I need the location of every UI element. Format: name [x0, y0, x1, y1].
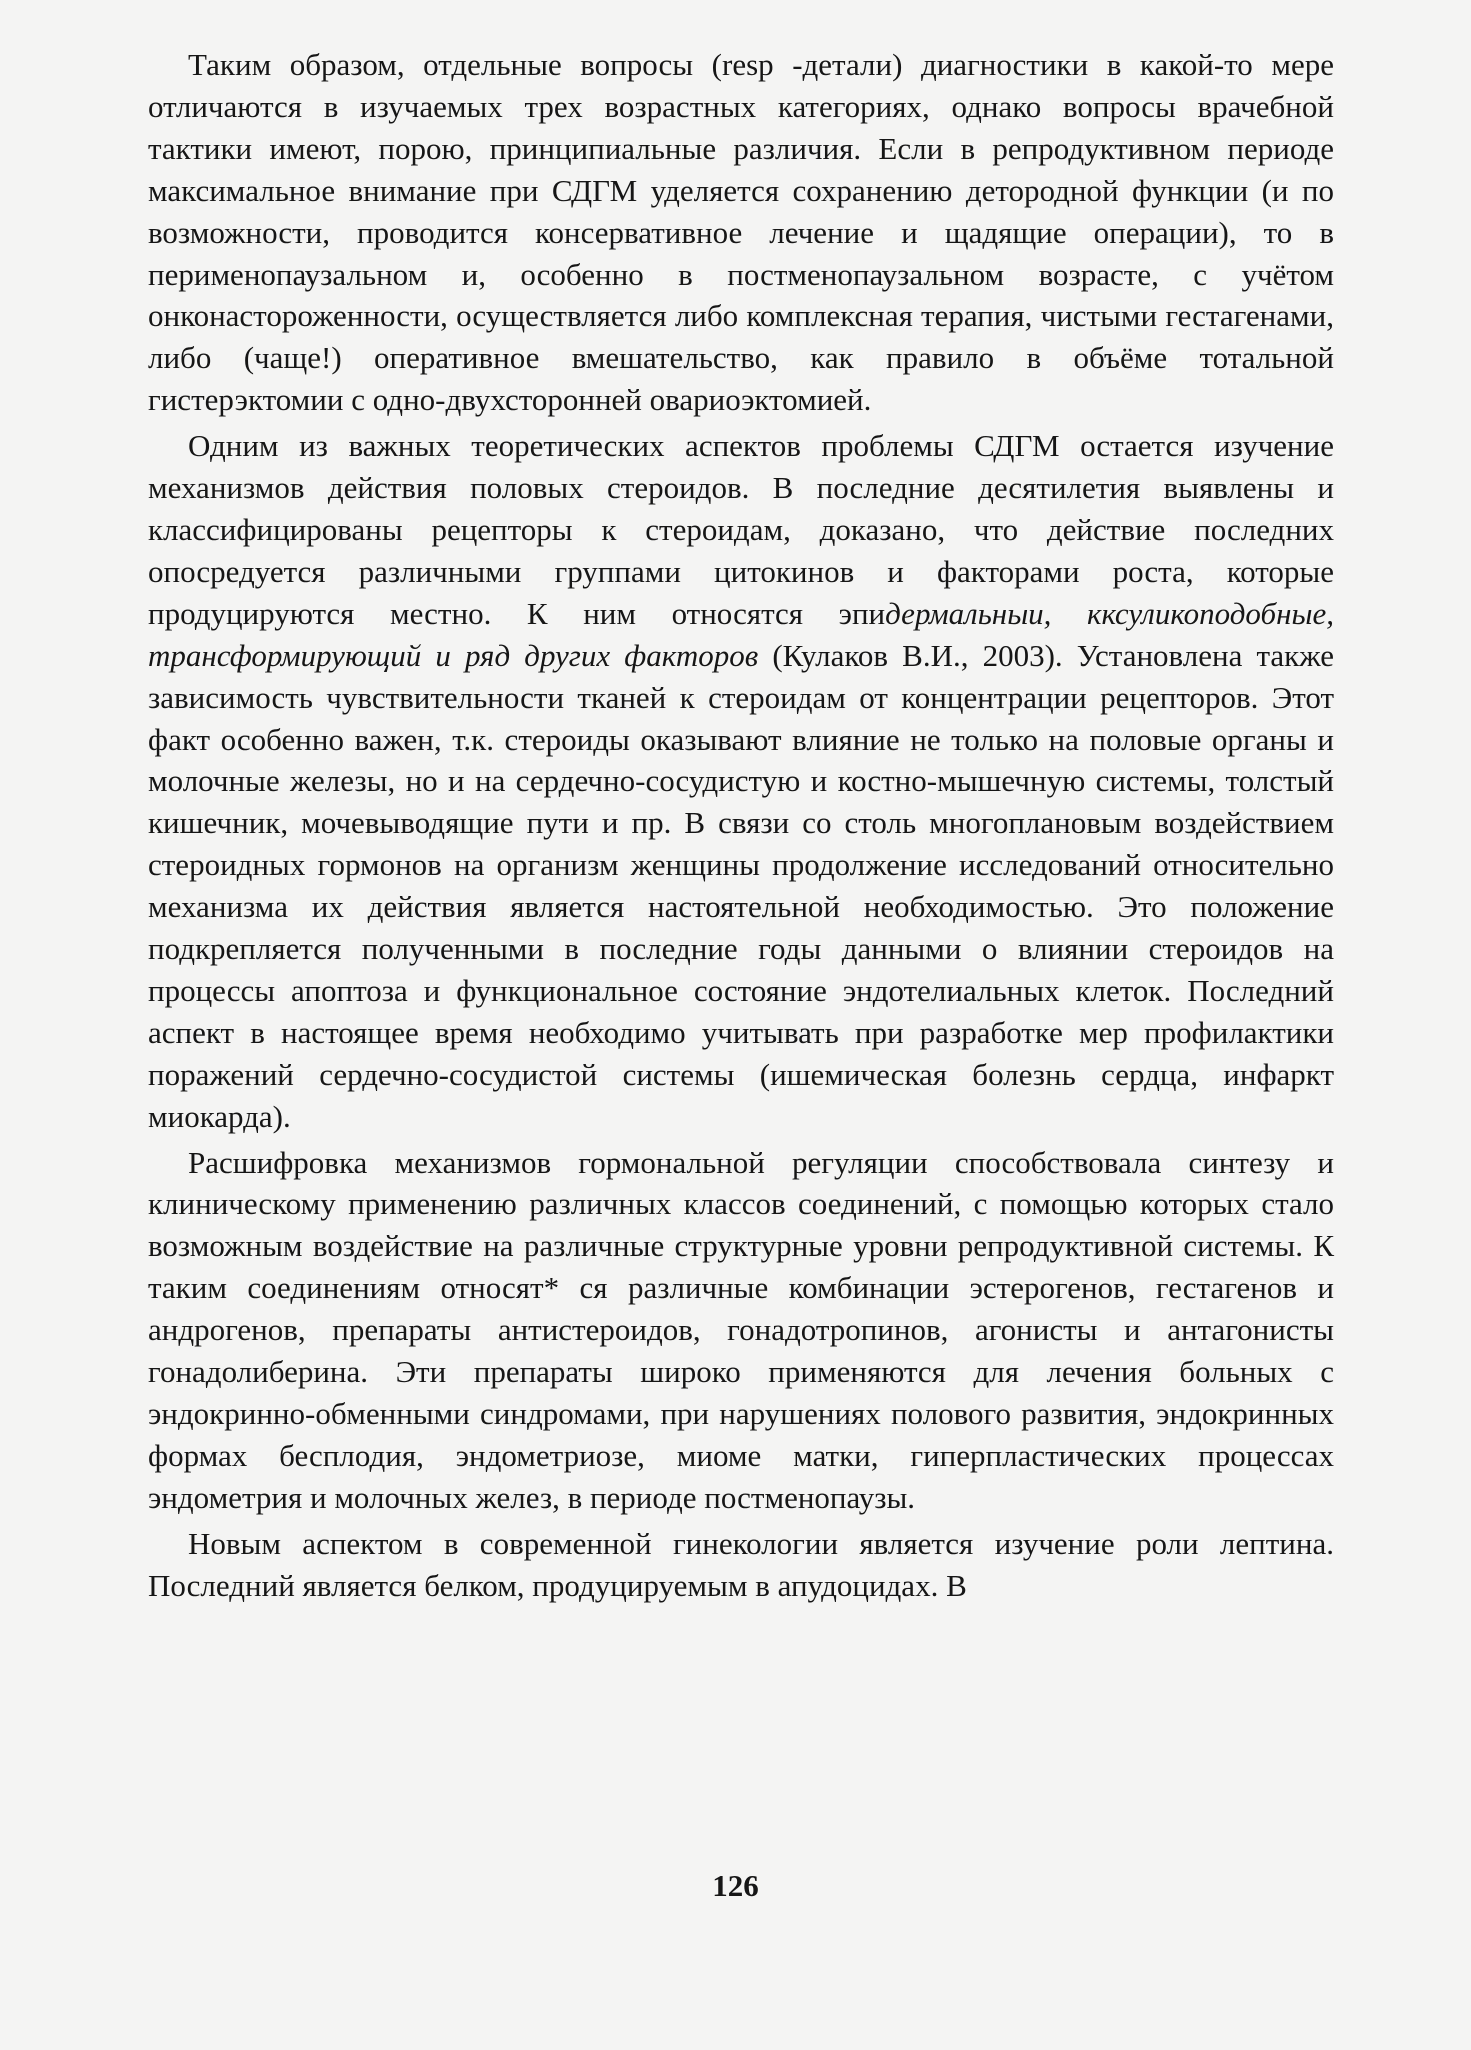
paragraph-4: Новым аспектом в современной гинекологии является изучение роли лептина. Последний является белком, продуцируемым в апудоцидах. В [148, 1525, 1334, 1603]
paragraph-2 [148, 425, 1334, 1137]
paragraph-2-end: (Кулаков В.И., 2003). Установлена также зависимость чувствительности тканей к стероидам от концентрации рецепторов. Этот факт особенно важен, т.к. стероиды оказывают влияние не только на половые органы и молочные железы, но и на сердечно-сосудистую и костно-мышечную системы, толстый кишечник, мочевыводящие пути и пр. В связи со столь многоплановым воздействием стероидных гормонов на организм женщины продолжение исследований относительно механизма их действия является настоятельной необходимостью. Это положение подкрепляется полученными в последние годы данными о влиянии стероидов на процессы апоптоза и функциональное состояние эндотелиальных клеток. Последний аспект в настоящее время необходимо учитывать при разработке мер профилактики поражений сердечно-сосудистой системы (ишемическая болезнь сердца, инфаркт миокарда). [148, 637, 1334, 1134]
paragraph-1: Таким образом, отдельные вопросы (resp -детали) диагностики в какой-то мере отличаются в изучаемых трех возрастных категориях, однако вопросы врачебной тактики имеют, порою, принципиальные различия. Если в репродуктивном периоде максимальное внимание при СДГМ уделяется сохранению детородной функции (и по возможности, проводится консервативное лечение и щадящие операции), то в перименопаузальном и, особенно в постменопаузальном возрасте, с учётом онконастороженности, осуществляется либо комплексная терапия, чистыми гестагенами, либо (чаще!) оперативное вмешательство, как правило в объёме тотальной гистерэктомии с одно-двухсторонней овариоэктомией. [148, 47, 1334, 418]
body-text [148, 44, 1334, 1611]
page-number: 126 [712, 1868, 759, 1903]
paragraph-3: Расшифровка механизмов гормональной регуляции способствовала синтезу и клиническому применению различных классов соединений, с помощью которых стало возможным воздействие на различные структурные уровни репродуктивной системы. К таким соединениям относят* ся различные комбинации эстерогенов, гестагенов и андрогенов, препараты антистероидов, гонадотропинов, агонисты и антагонисты гонадолиберина. Эти препараты широко применяются для лечения больных с эндокринно-обменными синдромами, при нарушениях полового развития, эндокринных формах бесплодия, эндометриозе, миоме матки, гиперпластических процессах эндометрия и молочных желез, в периоде постменопаузы. [148, 1144, 1334, 1515]
paragraph-2-start: Одним из важных теоретических аспектов проблемы СДГМ остается изучение механизмов действия половых стероидов. В последние десятилетия выявлены и классифицированы рецепторы к стероидам, доказано, что действие последних опосредуется различными группами цитокинов и факторами роста, которые продуцируются местно. К ним относятся эпи [148, 428, 1334, 631]
paragraph-2-italic: дермальныи, кксуликоподобные, трансформирующий и ряд других факторов [148, 595, 1334, 673]
